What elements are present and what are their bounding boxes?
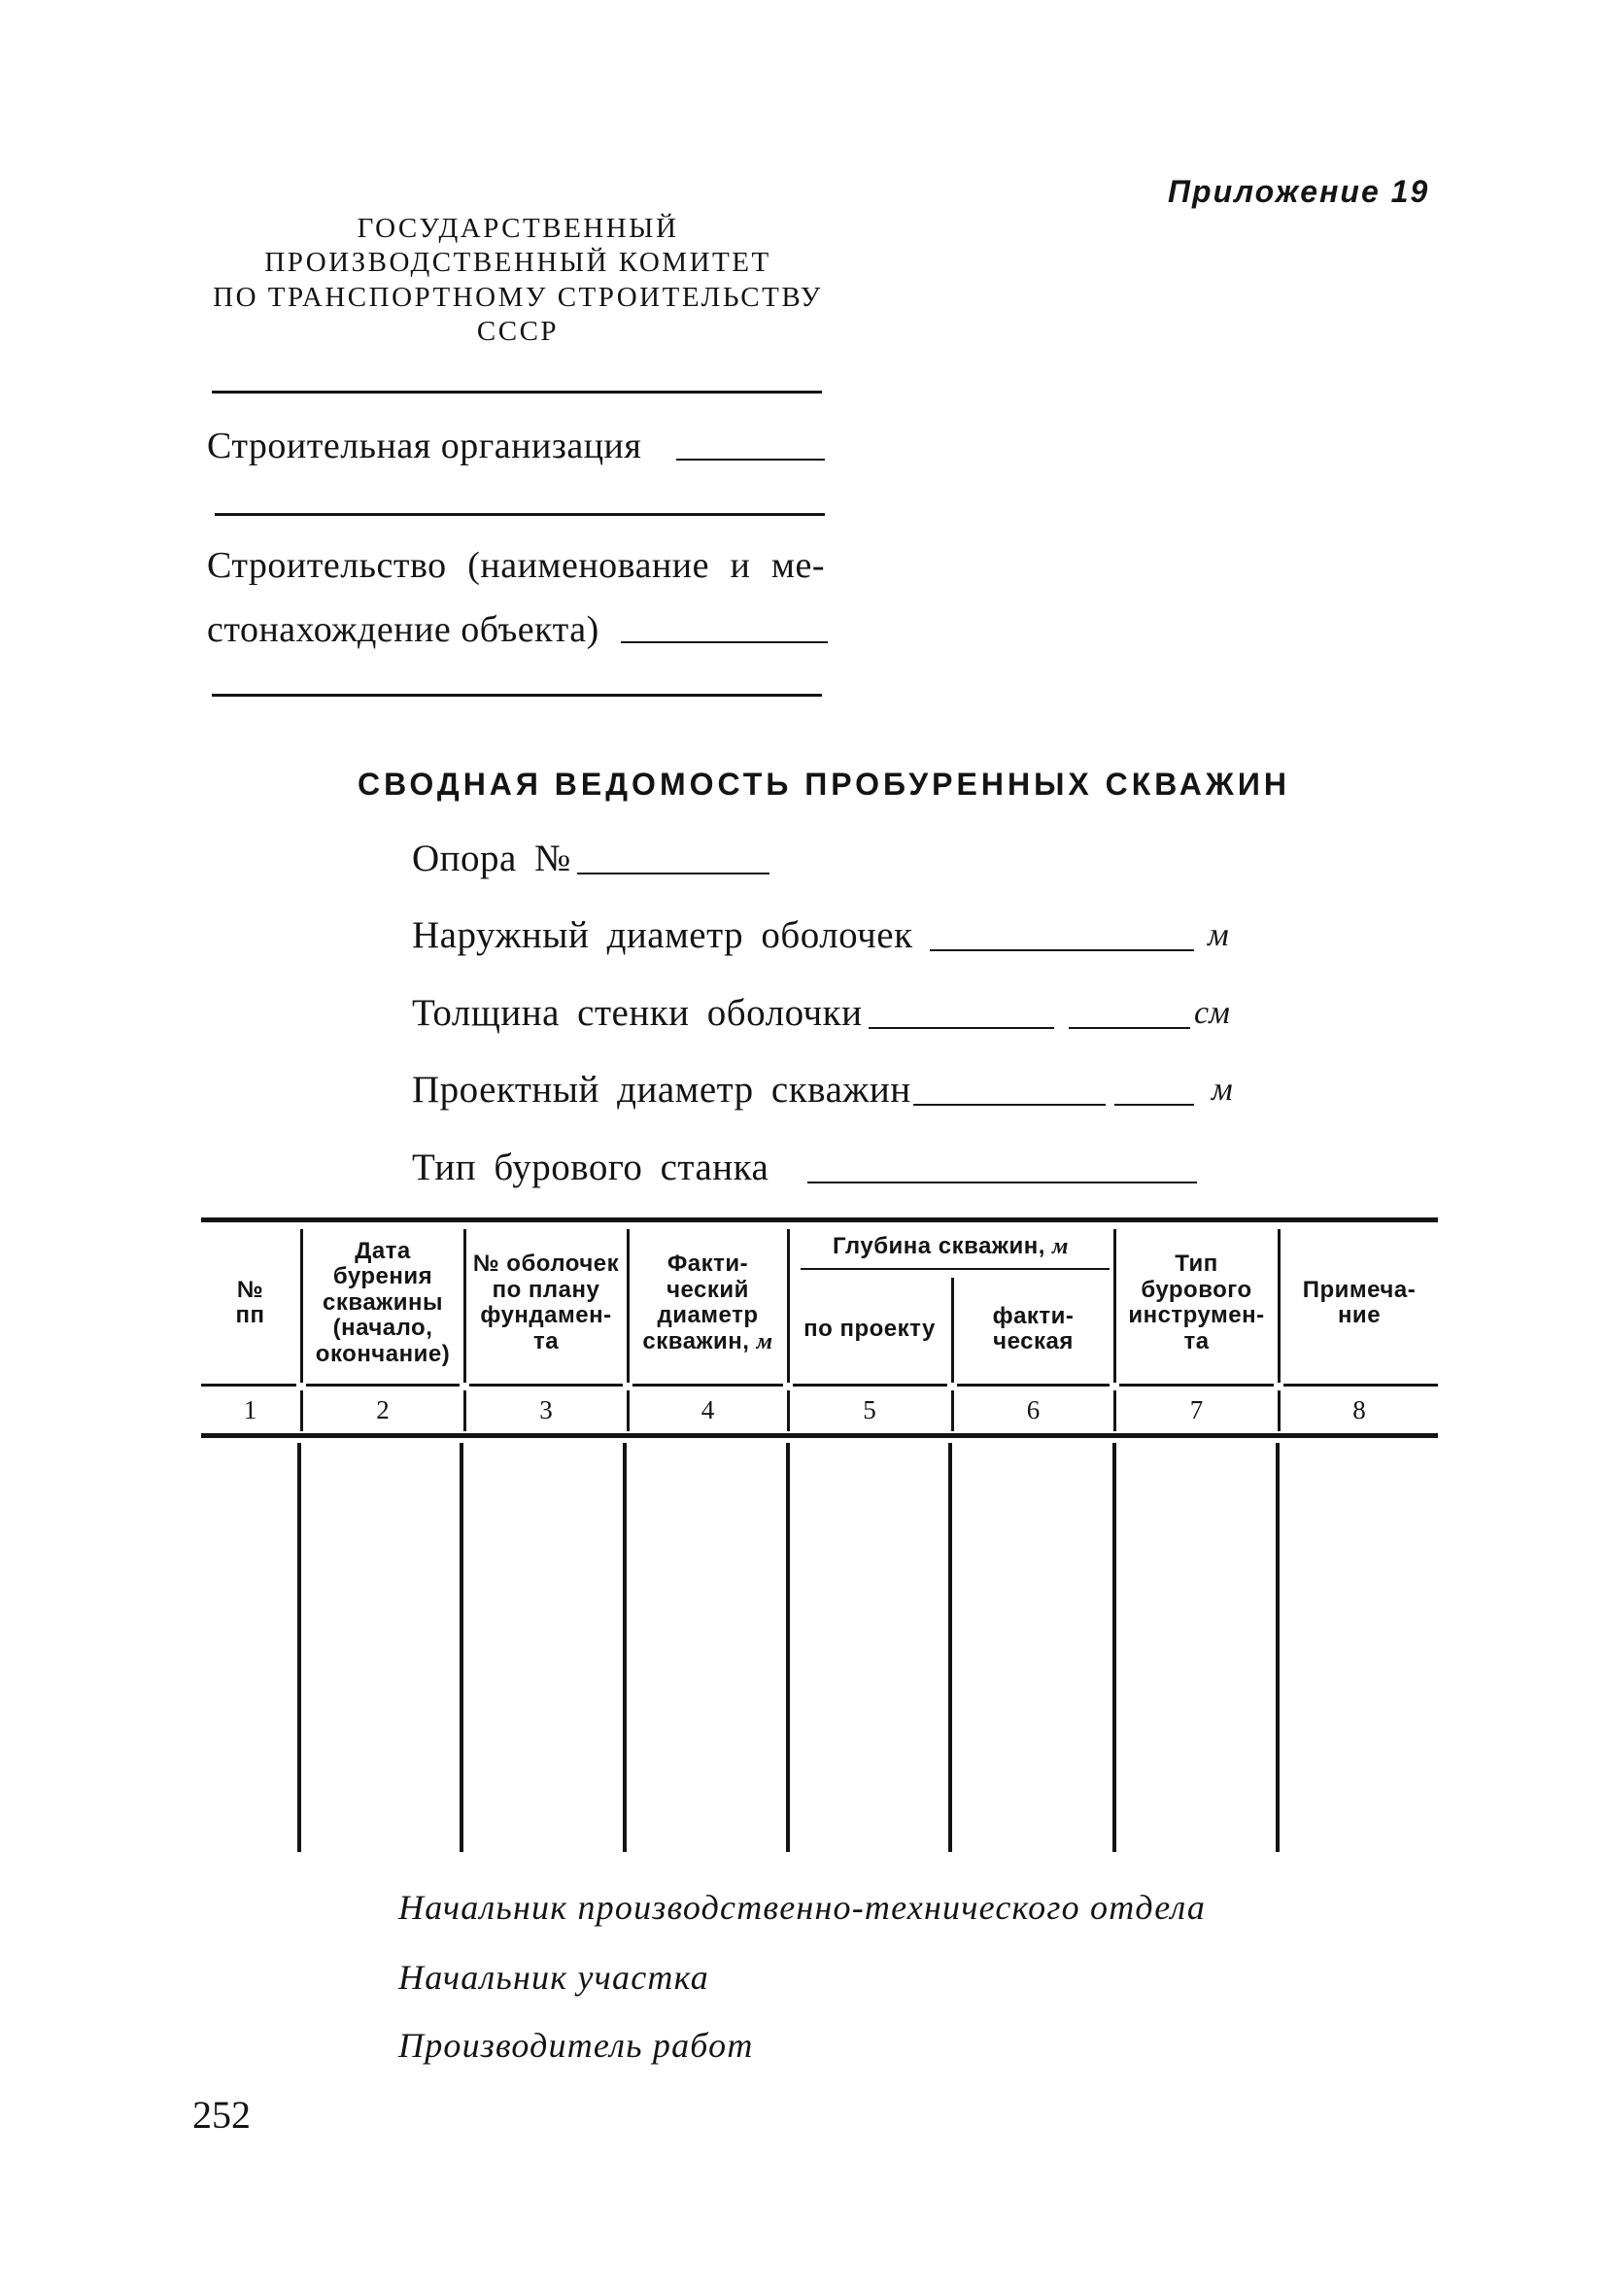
fill-line	[1069, 1027, 1190, 1029]
committee-line: ПО ТРАНСПОРТНОМУ СТРОИТЕЛЬСТВУ	[213, 281, 823, 313]
header-cell	[1116, 1225, 1277, 1381]
construction-fill-line	[621, 641, 828, 643]
header-cell	[630, 1225, 786, 1381]
header-cell	[954, 1276, 1112, 1383]
header-text: по проекту	[803, 1315, 936, 1342]
header-text: № пп	[235, 1276, 265, 1328]
field-unit: м	[1208, 917, 1229, 953]
header-bottom-rule	[469, 1384, 623, 1387]
header-unit: м	[756, 1328, 773, 1354]
fill-line	[869, 1027, 1054, 1029]
header-text: Примеча- ние	[1302, 1276, 1417, 1328]
field-label-outer-diameter: Наружный диаметр оболочек	[412, 914, 913, 956]
column-divider	[297, 1443, 301, 1852]
rule-line	[212, 391, 822, 394]
field-label-support: Опора №	[412, 838, 571, 879]
fill-line	[913, 1104, 1106, 1106]
column-number: 5	[863, 1395, 876, 1424]
column-divider	[951, 1390, 954, 1431]
header-text-wrap	[642, 1251, 772, 1354]
signature-line: Производитель работ	[398, 2026, 754, 2065]
header-text: Тип бурового инструмен- та	[1128, 1251, 1265, 1354]
header-cell	[201, 1225, 299, 1381]
fill-line	[1114, 1104, 1194, 1106]
column-number: 7	[1189, 1395, 1204, 1424]
table-top-rule	[201, 1217, 1438, 1222]
header-text: № оболочек по плану фундамен- та	[472, 1251, 620, 1354]
committee-line: ГОСУДАРСТВЕННЫЙ	[357, 213, 679, 244]
field-unit: см	[1194, 995, 1230, 1031]
column-divider	[1278, 1229, 1281, 1383]
header-bottom-rule	[306, 1384, 460, 1387]
header-text: Факти- ческий диаметр скважин,	[642, 1251, 759, 1354]
construction-label-line1: Строительство (наименование и ме-	[207, 545, 825, 586]
header-bottom-rule	[632, 1384, 783, 1387]
column-divider	[627, 1229, 630, 1383]
header-bottom-rule	[1283, 1384, 1438, 1387]
column-number: 3	[539, 1395, 553, 1424]
signature-line: Начальник участка	[398, 1958, 709, 1997]
header-text: Дата бурения скважины (начало, окончание)	[315, 1237, 451, 1367]
column-divider	[787, 1229, 790, 1383]
column-number: 1	[243, 1395, 257, 1424]
committee-line: ПРОИЗВОДСТВЕННЫЙ КОМИТЕТ	[264, 247, 771, 279]
committee-line: СССР	[476, 315, 560, 347]
header-cell	[789, 1276, 950, 1383]
column-number: 4	[700, 1395, 715, 1424]
field-label-wall-thickness: Толщина стенки оболочки	[412, 992, 863, 1034]
construction-label-line2: стонахождение объекта)	[207, 609, 599, 650]
column-divider	[300, 1390, 303, 1431]
column-number: 8	[1352, 1395, 1366, 1424]
header-cell	[303, 1225, 462, 1381]
appendix-label: Приложение 19	[1168, 174, 1430, 209]
column-divider	[623, 1443, 627, 1852]
column-divider	[1113, 1229, 1116, 1383]
document-title: СВОДНАЯ ВЕДОМОСТЬ ПРОБУРЕННЫХ СКВАЖИН	[358, 767, 1290, 802]
header-cell	[1281, 1225, 1438, 1381]
column-divider	[1276, 1443, 1280, 1852]
organization-label: Строительная организация	[207, 426, 642, 466]
column-divider	[1112, 1443, 1116, 1852]
column-divider	[300, 1229, 303, 1383]
wells-table	[201, 1217, 1438, 1859]
column-divider	[460, 1443, 463, 1852]
organization-fill-line	[676, 459, 825, 461]
column-number: 6	[1026, 1395, 1041, 1424]
fill-line	[807, 1182, 1197, 1183]
header-bottom-rule	[957, 1384, 1110, 1387]
column-divider	[948, 1443, 952, 1852]
column-divider	[627, 1390, 630, 1431]
header-text: факти- ческая	[992, 1302, 1075, 1354]
depth-group-header	[789, 1225, 1112, 1268]
fill-line	[930, 949, 1194, 951]
column-divider	[463, 1229, 466, 1383]
header-bottom-rule	[201, 1384, 296, 1387]
column-divider	[1278, 1390, 1281, 1431]
header-text-wrap	[833, 1234, 1069, 1260]
table-bottom-rule	[201, 1433, 1438, 1438]
field-label-design-diameter: Проектный диаметр скважин	[412, 1069, 911, 1111]
signature-line: Начальник производственно-технического отдела	[398, 1888, 1207, 1927]
field-unit: м	[1212, 1072, 1233, 1108]
rule-line	[215, 513, 825, 516]
column-divider	[787, 1390, 790, 1431]
header-unit: м	[1052, 1233, 1069, 1259]
depth-group-underline	[801, 1268, 1110, 1270]
header-text: Глубина скважин,	[833, 1232, 1045, 1259]
header-bottom-rule	[793, 1384, 947, 1387]
field-label-rig-type: Тип бурового станка	[412, 1147, 769, 1188]
column-divider	[786, 1443, 790, 1852]
rule-line	[212, 694, 822, 697]
column-divider	[951, 1278, 954, 1383]
column-divider	[1113, 1390, 1116, 1431]
column-number: 2	[376, 1395, 390, 1424]
column-divider	[463, 1390, 466, 1431]
page-number: 252	[192, 2093, 251, 2137]
fill-line	[577, 873, 769, 874]
header-bottom-rule	[1119, 1384, 1274, 1387]
committee-heading	[129, 212, 906, 349]
header-cell	[466, 1225, 626, 1381]
